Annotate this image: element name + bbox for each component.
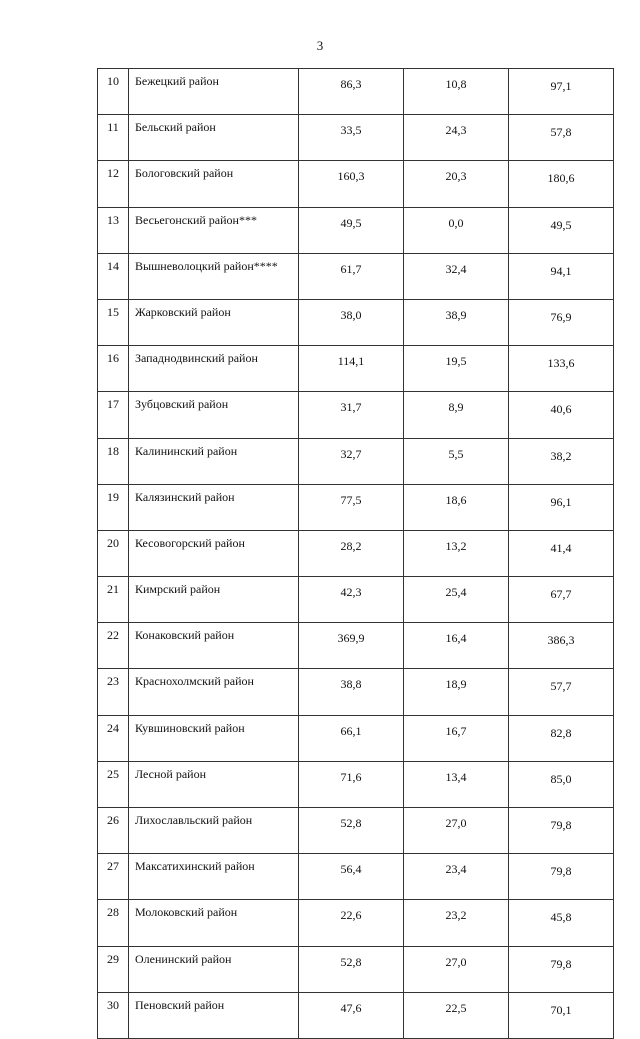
value-total: 133,6 (509, 346, 614, 392)
value-total: 57,8 (509, 115, 614, 161)
value-2: 5,5 (404, 438, 509, 484)
value-1: 77,5 (299, 484, 404, 530)
table-row (98, 669, 614, 715)
district-name: Лихославльский район (129, 808, 299, 854)
value-1: 38,8 (299, 669, 404, 715)
district-name: Калининский район (129, 438, 299, 484)
row-number: 26 (98, 808, 129, 854)
value-1: 47,6 (299, 992, 404, 1038)
value-total: 70,1 (509, 992, 614, 1038)
value-total: 96,1 (509, 484, 614, 530)
row-number: 22 (98, 623, 129, 669)
row-number: 12 (98, 161, 129, 207)
district-name: Максатихинский район (129, 854, 299, 900)
district-name: Пеновский район (129, 992, 299, 1038)
value-1: 42,3 (299, 577, 404, 623)
row-number: 17 (98, 392, 129, 438)
table-row (98, 346, 614, 392)
table-row (98, 808, 614, 854)
value-2: 18,6 (404, 484, 509, 530)
district-name: Бельский район (129, 115, 299, 161)
district-name: Молоковский район (129, 900, 299, 946)
row-number: 30 (98, 992, 129, 1038)
district-name: Калязинский район (129, 484, 299, 530)
table-row (98, 207, 614, 253)
row-number: 18 (98, 438, 129, 484)
value-total: 38,2 (509, 438, 614, 484)
district-name: Жарковский район (129, 299, 299, 345)
value-2: 18,9 (404, 669, 509, 715)
row-number: 16 (98, 346, 129, 392)
table-row (98, 299, 614, 345)
row-number: 15 (98, 299, 129, 345)
row-number: 29 (98, 946, 129, 992)
district-name: Бежецкий район (129, 69, 299, 115)
row-number: 27 (98, 854, 129, 900)
table-row (98, 530, 614, 576)
page-number: 3 (316, 38, 324, 53)
value-2: 22,5 (404, 992, 509, 1038)
value-1: 31,7 (299, 392, 404, 438)
value-1: 66,1 (299, 715, 404, 761)
row-number: 20 (98, 530, 129, 576)
value-1: 114,1 (299, 346, 404, 392)
value-2: 16,7 (404, 715, 509, 761)
value-total: 85,0 (509, 761, 614, 807)
value-1: 52,8 (299, 808, 404, 854)
value-total: 76,9 (509, 299, 614, 345)
value-total: 180,6 (509, 161, 614, 207)
value-1: 61,7 (299, 253, 404, 299)
value-1: 32,7 (299, 438, 404, 484)
district-name: Зубцовский район (129, 392, 299, 438)
table-row (98, 946, 614, 992)
value-2: 13,2 (404, 530, 509, 576)
value-total: 79,8 (509, 946, 614, 992)
table-row (98, 253, 614, 299)
district-name: Краснохолмский район (129, 669, 299, 715)
value-total: 57,7 (509, 669, 614, 715)
table-row (98, 438, 614, 484)
value-total: 79,8 (509, 854, 614, 900)
row-number: 14 (98, 253, 129, 299)
value-1: 49,5 (299, 207, 404, 253)
value-total: 386,3 (509, 623, 614, 669)
value-2: 13,4 (404, 761, 509, 807)
district-name: Конаковский район (129, 623, 299, 669)
district-name: Кимрский район (129, 577, 299, 623)
table-row (98, 623, 614, 669)
table-row (98, 715, 614, 761)
value-1: 28,2 (299, 530, 404, 576)
value-1: 52,8 (299, 946, 404, 992)
row-number: 23 (98, 669, 129, 715)
value-1: 33,5 (299, 115, 404, 161)
table-row (98, 484, 614, 530)
row-number: 10 (98, 69, 129, 115)
row-number: 28 (98, 900, 129, 946)
table-row (98, 115, 614, 161)
value-2: 38,9 (404, 299, 509, 345)
row-number: 24 (98, 715, 129, 761)
value-total: 40,6 (509, 392, 614, 438)
value-total: 67,7 (509, 577, 614, 623)
value-total: 82,8 (509, 715, 614, 761)
district-name: Западнодвинский район (129, 346, 299, 392)
district-name: Вышневолоцкий район**** (129, 253, 299, 299)
table-row (98, 900, 614, 946)
district-table (97, 68, 614, 1039)
value-2: 24,3 (404, 115, 509, 161)
value-2: 27,0 (404, 946, 509, 992)
table-row (98, 69, 614, 115)
value-total: 79,8 (509, 808, 614, 854)
value-2: 0,0 (404, 207, 509, 253)
value-2: 27,0 (404, 808, 509, 854)
row-number: 21 (98, 577, 129, 623)
row-number: 25 (98, 761, 129, 807)
value-total: 45,8 (509, 900, 614, 946)
value-1: 160,3 (299, 161, 404, 207)
value-1: 369,9 (299, 623, 404, 669)
value-2: 32,4 (404, 253, 509, 299)
row-number: 11 (98, 115, 129, 161)
value-2: 8,9 (404, 392, 509, 438)
table-row (98, 761, 614, 807)
district-name: Лесной район (129, 761, 299, 807)
value-total: 41,4 (509, 530, 614, 576)
value-1: 86,3 (299, 69, 404, 115)
value-total: 97,1 (509, 69, 614, 115)
value-2: 10,8 (404, 69, 509, 115)
district-name: Весьегонский район*** (129, 207, 299, 253)
value-2: 23,2 (404, 900, 509, 946)
value-1: 22,6 (299, 900, 404, 946)
value-2: 25,4 (404, 577, 509, 623)
district-name: Бологовский район (129, 161, 299, 207)
value-1: 38,0 (299, 299, 404, 345)
table-row (98, 392, 614, 438)
value-total: 49,5 (509, 207, 614, 253)
value-2: 20,3 (404, 161, 509, 207)
row-number: 19 (98, 484, 129, 530)
table-row (98, 854, 614, 900)
value-1: 56,4 (299, 854, 404, 900)
value-2: 16,4 (404, 623, 509, 669)
table-body (98, 69, 614, 1039)
table-row (98, 161, 614, 207)
row-number: 13 (98, 207, 129, 253)
table-row (98, 992, 614, 1038)
value-2: 19,5 (404, 346, 509, 392)
value-1: 71,6 (299, 761, 404, 807)
table-row (98, 577, 614, 623)
district-name: Кувшиновский район (129, 715, 299, 761)
value-2: 23,4 (404, 854, 509, 900)
district-name: Оленинский район (129, 946, 299, 992)
district-name: Кесовогорский район (129, 530, 299, 576)
value-total: 94,1 (509, 253, 614, 299)
